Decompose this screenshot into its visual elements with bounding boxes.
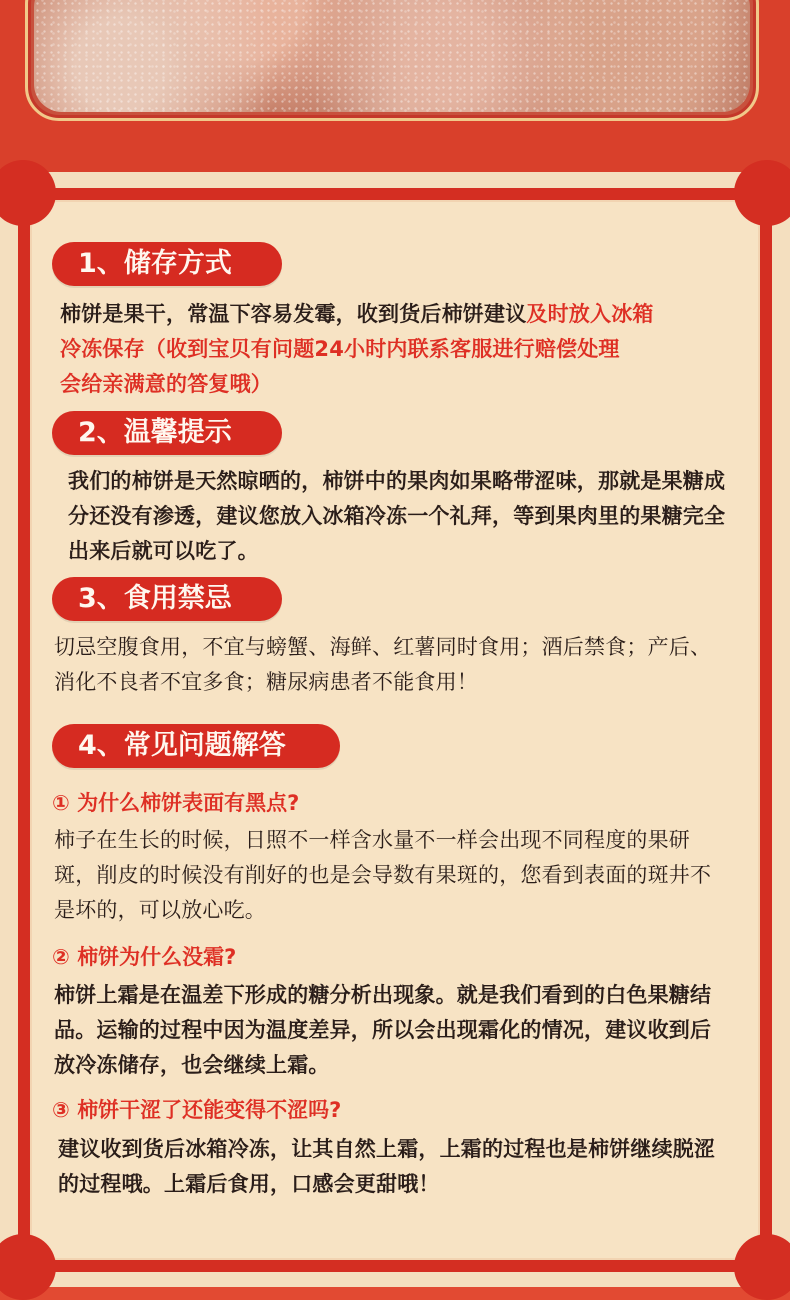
corner-decoration: [734, 160, 790, 226]
faq-question-2: ② 柿饼为什么没霜?: [52, 945, 237, 969]
top-banner: [0, 0, 790, 172]
product-photo-frame: [25, 0, 759, 121]
corner-decoration: [0, 1234, 56, 1300]
taboo-text: 切忌空腹食用，不宜与螃蟹、海鲜、红薯同时食用；酒后禁食；产后、消化不良者不宜多食；糖尿病患者不能食用！: [54, 635, 712, 694]
faq-answer-2: 柿饼上霜是在温差下形成的糖分析出现象。就是我们看到的白色果糖结品。运输的过程中因为温度差异，所以会出现霜化的情况，建议收到后放冷冻储存，也会继续上霜。: [54, 983, 712, 1077]
section-title-faq: 4、常见问题解答: [52, 724, 340, 768]
info-card: [18, 188, 772, 1272]
info-card-inner: [30, 200, 760, 1260]
storage-text-highlight-line3: 会给亲满意的答复哦）: [60, 372, 272, 396]
storage-text: [60, 297, 730, 402]
section-title-storage: 1、储存方式: [52, 242, 282, 286]
storage-text-part1: 柿饼是果干，常温下容易发霉，收到货后柿饼建议: [60, 302, 527, 326]
faq-question-3: ③ 柿饼干涩了还能变得不涩吗?: [52, 1098, 342, 1122]
dried-persimmon-photo: [34, 0, 750, 112]
section-title-tips: 2、温馨提示: [52, 411, 282, 455]
storage-text-highlight: 及时放入冰箱: [526, 302, 654, 326]
tips-text: 我们的柿饼是天然晾晒的，柿饼中的果肉如果略带涩味，那就是果糖成分还没有渗透，建议您放入冰箱冷冻一个礼拜，等到果肉里的果糖完全出来后就可以吃了。: [68, 469, 726, 563]
faq-answer-1: 柿子在生长的时候，日照不一样含水量不一样会出现不同程度的果研斑，削皮的时候没有削好的也是会导数有果斑的，您看到表面的斑井不是坏的，可以放心吃。: [54, 828, 712, 922]
faq-answer-3: 建议收到货后冰箱冷冻，让其自然上霜，上霜的过程也是柿饼继续脱涩的过程哦。上霜后食用，口感会更甜哦！: [58, 1137, 716, 1196]
storage-text-highlight-line2: 冷冻保存（收到宝贝有问题24小时内联系客服进行赔偿处理: [60, 337, 620, 361]
faq-question-1: ① 为什么柿饼表面有黑点?: [52, 791, 300, 815]
section-title-taboo: 3、食用禁忌: [52, 577, 282, 621]
